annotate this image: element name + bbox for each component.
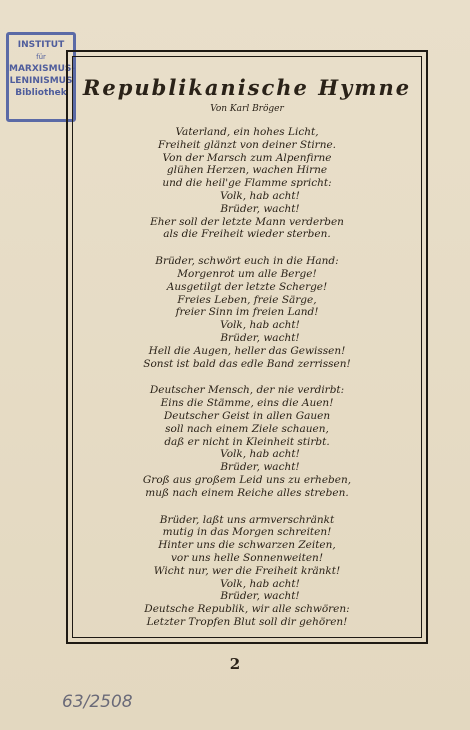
stanza [80,126,414,241]
poem-line: Wicht nur, wer die Freiheit kränkt! [153,564,341,577]
poem-line: freier Sinn im freien Land! [175,306,319,319]
stamp-line: MARXISMUS- [9,64,76,74]
poem-line: daß er nicht in Kleinheit stirbt. [164,435,330,448]
poem-line: Volk, hab acht! [220,189,300,202]
poem-line: Von der Marsch zum Alpenfirne [162,151,332,164]
poem-line: Sonst ist bald das edle Band zerrissen! [143,357,351,370]
stamp-line: LENINISMUS [9,76,73,86]
shelfmark: 63/2508 [62,692,133,712]
stamp-line: INSTITUT [17,40,65,50]
poem-line: Morgenrot um alle Berge! [177,267,317,280]
poem-line: Deutscher Mensch, der nie verdirbt: [149,384,345,397]
poem-line: Hinter uns die schwarzen Zeiten, [158,539,336,552]
poem-line: muß nach einem Reiche alles streben. [145,486,349,499]
poem-line: soll nach einem Ziele schauen, [165,422,329,435]
poem-line: Groß aus großem Leid uns zu erheben, [142,473,352,486]
poem-line: Ausgetilgt der letzte Scherge! [166,280,328,293]
poem-line: Vaterland, ein hohes Licht, [175,126,319,138]
poem-line: Deutsche Republik, wir alle schwören: [144,603,350,616]
poem-line: Eher soll der letzte Mann verderben [150,215,344,228]
poem-author: Von Karl Bröger [210,104,284,114]
poem-content [80,74,414,643]
poem-line: Brüder, schwört euch in die Hand: [155,255,339,268]
poem-line: Brüder, wacht! [220,331,300,344]
poem-line: als die Freiheit wieder sterben. [163,228,331,241]
poem-title: Republikanische Hymne [82,75,412,100]
poem-stanzas [80,126,414,629]
poem-line: Volk, hab acht! [220,319,300,332]
poem-line: Hell die Augen, heller das Gewissen! [148,344,346,357]
poem-line: Volk, hab acht! [220,448,300,461]
poem-line: Brüder, wacht! [220,461,300,474]
stanza [80,384,414,499]
poem-line: Freiheit glänzt von deiner Stirne. [157,138,337,151]
stamp-line: für [36,53,46,61]
stanza [80,514,414,629]
poem-line: Volk, hab acht! [220,577,300,590]
stanza [80,255,414,370]
poem-line: Letzter Tropfen Blut soll dir gehören! [146,615,348,628]
poem-line: Eins die Stämme, eins die Auen! [160,397,334,410]
poem-line: mutig in das Morgen schreiten! [162,526,332,539]
poem-line: Freies Leben, freie Särge, [177,293,317,306]
poem-line: Deutscher Geist in allen Gauen [163,409,331,422]
poem-line: Brüder, wacht! [220,202,300,215]
stamp-line: Bibliothek [15,88,67,98]
poem-line: und die heil'ge Flamme spricht: [162,177,332,190]
poem-line: Brüder, wacht! [220,590,300,603]
poem-line: glühen Herzen, wachen Hirne [166,164,328,177]
poem-line: Brüder, laßt uns armverschränkt [159,513,335,526]
page-number: 2 [229,655,241,673]
poem-line: vor uns helle Sonnenweiten! [170,551,324,564]
